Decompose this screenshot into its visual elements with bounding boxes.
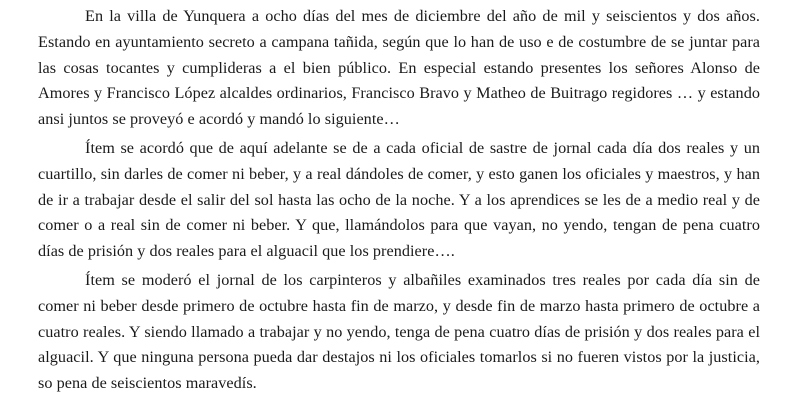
paragraph-3: Ítem se moderó el jornal de los carpinteros y albañiles examinados tres reales por cada día sin de comer ni beber desde primero de octubre hasta fin de marzo, y desde fin de marzo hasta primero de octubre a cuatro reales. Y siendo llamado a trabajar y no yendo, tenga de pena cuatro días de prisión y dos reales para el alguacil. Y que ninguna persona pueda dar destajos ni los oficiales tomarlos si no fueren vistos por la justicia, so pena de seiscientos maravedís. (38, 270, 760, 393)
document-body (38, 4, 760, 400)
paragraph-1: En la villa de Yunquera a ocho días del mes de diciembre del año de mil y seiscientos y dos años. Estando en ayuntamiento secreto a campana tañida, según que lo han de uso e de costumbre de se juntar para las cosas tocantes y cumplideras a el bien público. En especial estando presentes los señores Alonso de Amores y Francisco López alcaldes ordinarios, Francisco Bravo y Matheo de Buitrago regidores … y estando ansi juntos se proveyó e acordó y mandó lo siguiente… (38, 7, 760, 129)
paragraph-2: Ítem se acordó que de aquí adelante se de a cada oficial de sastre de jornal cada día dos reales y un cuartillo, sin darles de comer ni beber, y a real dándoles de comer, y esto ganen los oficiales y maestros, y han de ir a trabajar desde el salir del sol hasta las ocho de la noche. Y a los aprendices se les de a medio real y de comer o a real sin de comer ni beber. Y que, llamándolos para que vayan, no yendo, tengan de pena cuatro días de prisión y dos reales para el alguacil que los prendiere…. (38, 138, 760, 261)
